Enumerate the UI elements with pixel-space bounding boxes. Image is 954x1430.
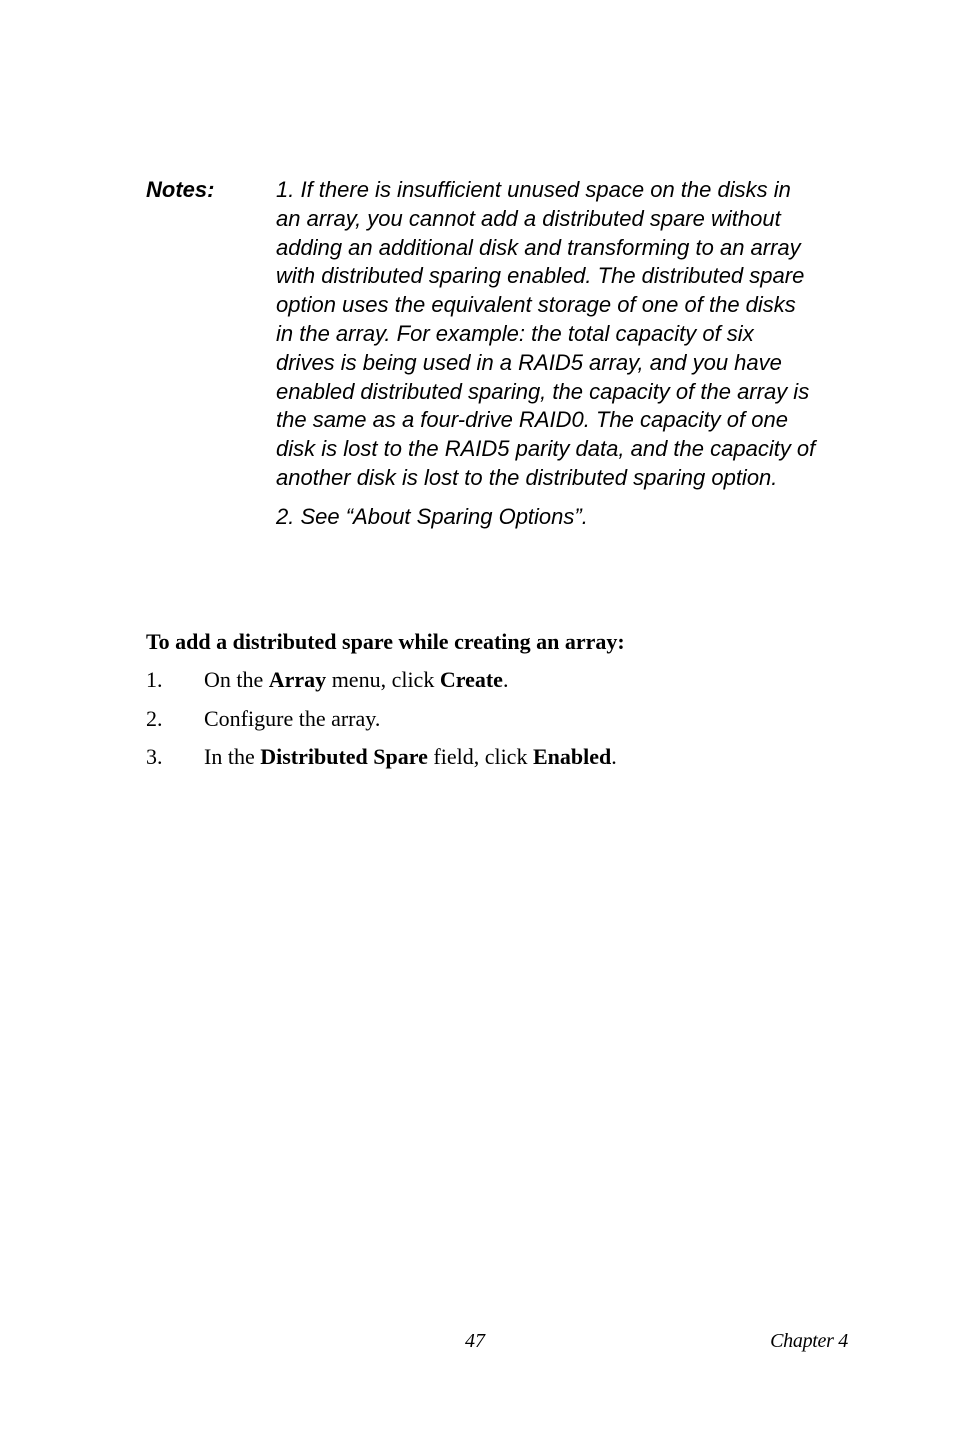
procedure-step-1: [146, 665, 846, 695]
field-name-distributed-spare: Distributed Spare: [260, 744, 428, 769]
step-number: 2.: [146, 705, 163, 731]
option-enabled: Enabled: [532, 744, 612, 769]
step-text: Configure the array.: [204, 705, 381, 731]
procedure-heading: To add a distributed spare while creating an array:: [146, 629, 625, 654]
menu-name-array: Array: [268, 667, 327, 692]
notes-label: Notes:: [146, 177, 215, 202]
chapter-label: Chapter 4: [770, 1330, 848, 1352]
step-text: On the Array menu, click Create.: [204, 667, 509, 692]
note-1: 1. If there is insufficient unused space on the disks in an array, you cannot add a distributed spare without adding an additional disk and transforming to an array with distributed sparing enabled. The distributed spare option uses the equivalent storage of one of the disks in the array. For example: the total capacity of six drives is being used in a RAID5 array, and you have enabled distributed sparing, the capacity of the array is the same as a four-drive RAID0. The capacity of one disk is lost to the RAID5 parity data, and the capacity of another disk is lost to the distributed sparing option.: [276, 177, 816, 490]
step-number: 3.: [146, 744, 163, 769]
procedure-section: [146, 627, 846, 781]
step-number: 1.: [146, 667, 163, 692]
step-text: In the Distributed Spare field, click Enabled.: [204, 744, 617, 769]
page-number: 47: [465, 1330, 485, 1352]
procedure-steps: [146, 665, 846, 772]
command-create: Create: [439, 667, 503, 692]
procedure-step-2: [146, 704, 846, 734]
procedure-step-3: [146, 742, 846, 772]
notes-body: [276, 176, 816, 532]
note-2: 2. See “About Sparing Options”.: [276, 503, 588, 529]
